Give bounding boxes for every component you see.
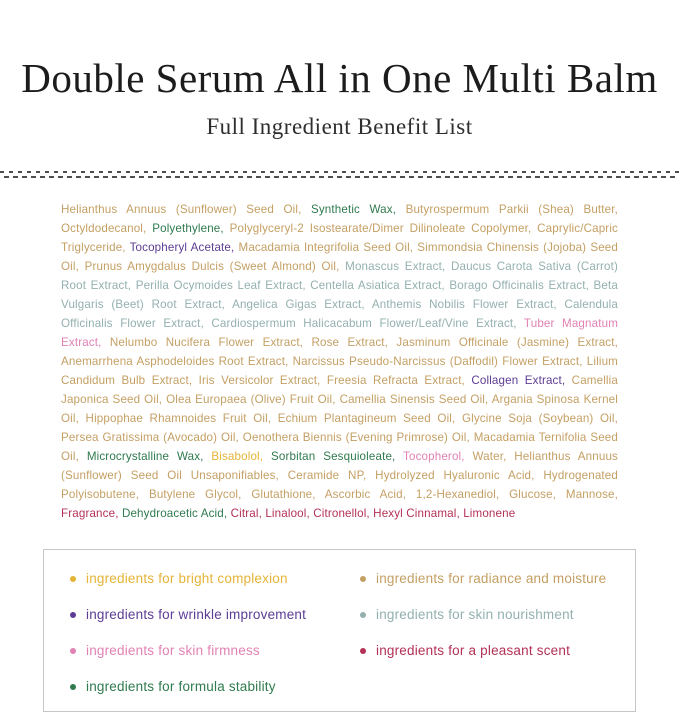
legend-label: ingredients for bright complexion bbox=[86, 571, 288, 587]
ingredient-segment: Macadamia Integrifolia Seed Oil, Simmondsia Chinensis (Jojoba) Seed Oil, Prunus Amygdalus Dulcis (Sweet Almond) Oil, bbox=[61, 241, 619, 274]
ingredient-segment: Polyethylene, bbox=[152, 222, 230, 236]
ingredient-segment: Polyglyceryl-2 Isostearate/Dimer Dilinoleate Copolymer, Caprylic/Capric Triglyceride, bbox=[61, 222, 618, 255]
ingredient-segment: Butyrospermum Parkii (Shea) Butter, Octyldodecanol, bbox=[61, 203, 619, 236]
ingredient-segment: Bisabolol, bbox=[211, 450, 271, 464]
ingredient-segment: Nelumbo Nucifera Flower Extract, Rose Extract, Jasminum Officinale (Jasmine) Extract, Anemarrhena Asphodeloides Root Extract, Narcissus Pseudo-Narcissus (Daffodil) Flower Extract, Lilium Candidum Bulb Extract, Iris Versicolor Extract, Freesia Refracta Extract, bbox=[61, 336, 618, 388]
legend-dot-icon bbox=[360, 612, 366, 618]
ingredient-list bbox=[61, 200, 618, 523]
legend-item bbox=[360, 607, 625, 622]
ingredient-segment: Microcrystalline Wax, bbox=[86, 450, 212, 464]
ingredient-segment: Water, Helianthus Annuus (Sunflower) Seed Oil Unsaponifiables, Ceramide NP, Hydrolyzed Hyaluronic Acid, Hydrogenated Polyisobutene, Butylene Glycol, Glutathione, Ascorbic Acid, 1,2-Hexanediol, Glucose, Mannose, bbox=[61, 450, 618, 502]
ingredient-segment: Tocopherol, bbox=[403, 450, 473, 464]
ingredient-segment: Tuber Magnatum Extract, bbox=[61, 317, 618, 350]
ingredient-segment: Citral, Linalool, Citronellol, Hexyl Cinnamal, Limonene bbox=[230, 507, 516, 521]
legend-grid bbox=[70, 571, 625, 694]
legend-item bbox=[70, 643, 360, 658]
legend-label: ingredients for formula stability bbox=[86, 679, 276, 695]
ingredient-segment: Camellia Japonica Seed Oil, Olea Europaea (Olive) Fruit Oil, Camellia Sinensis Seed Oil, Argania Spinosa Kernel Oil, Hippophae Rhamnoides Fruit Oil, Echium Plantagineum Seed Oil, Glycine Soja (Soybean) Oil, Persea Gratissima (Avocado) Oil, Oenothera Biennis (Evening Primrose) Oil, Macadamia Ternifolia Seed Oil, bbox=[61, 374, 618, 464]
ingredient-segment: Helianthus Annuus (Sunflower) Seed Oil, bbox=[61, 203, 311, 217]
ingredient-segment: Synthetic Wax, bbox=[310, 203, 406, 217]
ingredient-segment: Dehydroacetic Acid, bbox=[121, 507, 231, 521]
legend-item bbox=[70, 679, 360, 694]
ingredient-segment: Monascus Extract, Daucus Carota Sativa (Carrot) Root Extract, Perilla Ocymoides Leaf Extract, Centella Asiatica Extract, Borago Officinalis Extract, Beta Vulgaris (Beet) Root Extract, Angelica Gigas Extract, Anthemis Nobilis Flower Extract, Calendula Officinalis Flower Extract, Cardiospermum Halicacabum Flower/Leaf/Vine Extract, bbox=[61, 260, 619, 331]
legend-label: ingredients for radiance and moisture bbox=[376, 571, 607, 587]
legend-dot-icon bbox=[70, 576, 76, 582]
legend-item bbox=[70, 607, 360, 622]
legend-dot-icon bbox=[70, 648, 76, 654]
legend-label: ingredients for skin nourishment bbox=[376, 607, 574, 623]
legend-item bbox=[70, 571, 360, 586]
legend-dot-icon bbox=[360, 648, 366, 654]
legend-box bbox=[43, 549, 636, 712]
page-subtitle: Full Ingredient Benefit List bbox=[206, 114, 473, 140]
ingredient-segment: Fragrance, bbox=[61, 507, 122, 521]
dashed-divider bbox=[0, 171, 679, 178]
legend-dot-icon bbox=[70, 612, 76, 618]
ingredient-segment: Sorbitan Sesquioleate, bbox=[270, 450, 404, 464]
legend-label: ingredients for a pleasant scent bbox=[376, 643, 571, 659]
legend-label: ingredients for skin firmness bbox=[86, 643, 260, 659]
legend-label: ingredients for wrinkle improvement bbox=[86, 607, 307, 623]
ingredient-segment: Tocopheryl Acetate, bbox=[129, 241, 239, 255]
legend-dot-icon bbox=[70, 684, 76, 690]
legend-dot-icon bbox=[360, 576, 366, 582]
legend-item bbox=[360, 571, 625, 586]
page-title: Double Serum All in One Multi Balm bbox=[21, 55, 658, 101]
ingredient-segment: Collagen Extract, bbox=[471, 374, 572, 388]
legend-item bbox=[360, 643, 625, 658]
